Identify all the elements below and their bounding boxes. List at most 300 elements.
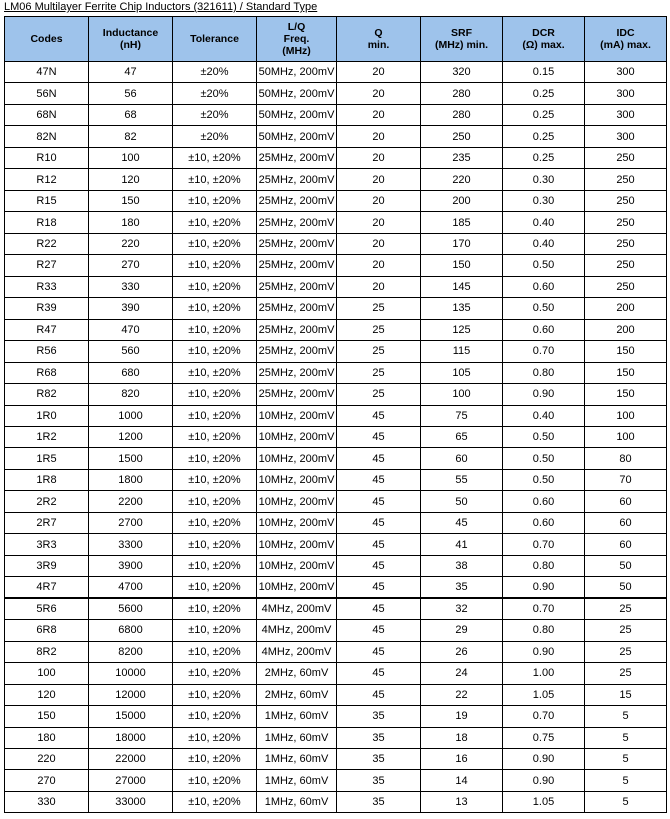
table-row	[5, 319, 667, 340]
cell-tolerance: ±10, ±20%	[173, 298, 257, 319]
cell-lq-freq: 10MHz, 200mV	[257, 577, 337, 598]
cell-idc: 60	[585, 512, 667, 533]
cell-inductance: 1800	[89, 469, 173, 490]
cell-idc: 250	[585, 190, 667, 211]
cell-q: 25	[337, 298, 421, 319]
cell-dcr: 0.30	[503, 169, 585, 190]
cell-srf: 24	[421, 663, 503, 684]
cell-inductance: 10000	[89, 663, 173, 684]
cell-srf: 13	[421, 791, 503, 812]
cell-dcr: 0.40	[503, 405, 585, 426]
cell-inductance: 3900	[89, 555, 173, 576]
table-row	[5, 534, 667, 555]
cell-tolerance: ±20%	[173, 104, 257, 125]
cell-tolerance: ±10, ±20%	[173, 620, 257, 641]
cell-inductance: 33000	[89, 791, 173, 812]
cell-idc: 150	[585, 362, 667, 383]
cell-dcr: 0.60	[503, 491, 585, 512]
header-line: (nH)	[120, 39, 141, 51]
cell-inductance: 180	[89, 212, 173, 233]
cell-code: 47N	[5, 62, 89, 83]
header-line: SRF	[451, 27, 472, 39]
cell-dcr: 0.70	[503, 534, 585, 555]
cell-srf: 32	[421, 598, 503, 619]
cell-code: 180	[5, 727, 89, 748]
cell-srf: 38	[421, 555, 503, 576]
cell-inductance: 15000	[89, 706, 173, 727]
cell-lq-freq: 50MHz, 200mV	[257, 126, 337, 147]
cell-dcr: 0.40	[503, 212, 585, 233]
header-line: (Ω) max.	[522, 39, 565, 51]
cell-inductance: 220	[89, 233, 173, 254]
cell-idc: 5	[585, 791, 667, 812]
cell-srf: 145	[421, 276, 503, 297]
cell-q: 45	[337, 405, 421, 426]
cell-code: R68	[5, 362, 89, 383]
cell-tolerance: ±10, ±20%	[173, 233, 257, 254]
cell-srf: 100	[421, 384, 503, 405]
cell-tolerance: ±10, ±20%	[173, 319, 257, 340]
cell-idc: 250	[585, 255, 667, 276]
cell-idc: 25	[585, 598, 667, 619]
page-title: LM06 Multilayer Ferrite Chip Inductors (321611) / Standard Type	[4, 1, 318, 13]
cell-srf: 14	[421, 770, 503, 791]
cell-idc: 150	[585, 384, 667, 405]
cell-inductance: 4700	[89, 577, 173, 598]
cell-idc: 250	[585, 233, 667, 254]
table-row	[5, 255, 667, 276]
header-line: DCR	[532, 27, 555, 39]
cell-lq-freq: 10MHz, 200mV	[257, 534, 337, 555]
header-dcr	[503, 17, 585, 62]
cell-q: 20	[337, 255, 421, 276]
cell-inductance: 18000	[89, 727, 173, 748]
header-line: (MHz)	[282, 45, 311, 57]
table-row	[5, 405, 667, 426]
cell-q: 45	[337, 448, 421, 469]
cell-code: 68N	[5, 104, 89, 125]
cell-inductance: 22000	[89, 749, 173, 770]
table-row	[5, 212, 667, 233]
cell-q: 25	[337, 384, 421, 405]
cell-dcr: 0.80	[503, 555, 585, 576]
cell-q: 45	[337, 598, 421, 619]
cell-idc: 50	[585, 555, 667, 576]
cell-q: 45	[337, 512, 421, 533]
header-codes	[5, 17, 89, 62]
cell-q: 25	[337, 319, 421, 340]
cell-q: 35	[337, 770, 421, 791]
cell-q: 45	[337, 577, 421, 598]
cell-tolerance: ±10, ±20%	[173, 684, 257, 705]
table-row	[5, 233, 667, 254]
table-row	[5, 190, 667, 211]
cell-inductance: 27000	[89, 770, 173, 791]
table-row	[5, 104, 667, 125]
cell-idc: 250	[585, 276, 667, 297]
cell-q: 35	[337, 727, 421, 748]
cell-lq-freq: 25MHz, 200mV	[257, 341, 337, 362]
cell-idc: 300	[585, 62, 667, 83]
cell-inductance: 1200	[89, 426, 173, 447]
cell-idc: 25	[585, 641, 667, 662]
cell-tolerance: ±10, ±20%	[173, 341, 257, 362]
cell-idc: 150	[585, 341, 667, 362]
cell-idc: 200	[585, 298, 667, 319]
cell-srf: 19	[421, 706, 503, 727]
cell-dcr: 0.50	[503, 426, 585, 447]
cell-idc: 200	[585, 319, 667, 340]
cell-inductance: 150	[89, 190, 173, 211]
cell-srf: 75	[421, 405, 503, 426]
cell-lq-freq: 2MHz, 60mV	[257, 663, 337, 684]
cell-inductance: 3300	[89, 534, 173, 555]
cell-idc: 80	[585, 448, 667, 469]
cell-idc: 5	[585, 727, 667, 748]
cell-code: 1R2	[5, 426, 89, 447]
cell-code: 8R2	[5, 641, 89, 662]
header-line: IDC	[616, 27, 635, 39]
cell-q: 45	[337, 491, 421, 512]
cell-q: 20	[337, 276, 421, 297]
cell-code: R18	[5, 212, 89, 233]
cell-tolerance: ±10, ±20%	[173, 405, 257, 426]
cell-srf: 235	[421, 147, 503, 168]
cell-code: 330	[5, 791, 89, 812]
cell-code: 5R6	[5, 598, 89, 619]
cell-dcr: 0.40	[503, 233, 585, 254]
cell-dcr: 0.90	[503, 577, 585, 598]
cell-idc: 5	[585, 706, 667, 727]
cell-lq-freq: 25MHz, 200mV	[257, 362, 337, 383]
cell-inductance: 12000	[89, 684, 173, 705]
cell-dcr: 0.60	[503, 276, 585, 297]
cell-q: 20	[337, 83, 421, 104]
cell-srf: 280	[421, 104, 503, 125]
cell-inductance: 2200	[89, 491, 173, 512]
cell-srf: 18	[421, 727, 503, 748]
cell-srf: 280	[421, 83, 503, 104]
table-row	[5, 62, 667, 83]
table-row	[5, 641, 667, 662]
cell-inductance: 560	[89, 341, 173, 362]
table-header-row	[5, 17, 667, 62]
cell-srf: 135	[421, 298, 503, 319]
cell-code: 56N	[5, 83, 89, 104]
cell-dcr: 0.60	[503, 319, 585, 340]
cell-code: 4R7	[5, 577, 89, 598]
cell-dcr: 0.90	[503, 770, 585, 791]
cell-q: 35	[337, 706, 421, 727]
cell-inductance: 1000	[89, 405, 173, 426]
cell-idc: 5	[585, 770, 667, 791]
cell-srf: 105	[421, 362, 503, 383]
cell-lq-freq: 2MHz, 60mV	[257, 684, 337, 705]
cell-q: 20	[337, 104, 421, 125]
cell-tolerance: ±20%	[173, 62, 257, 83]
cell-inductance: 820	[89, 384, 173, 405]
cell-dcr: 0.75	[503, 727, 585, 748]
cell-idc: 100	[585, 405, 667, 426]
cell-tolerance: ±10, ±20%	[173, 190, 257, 211]
cell-dcr: 0.90	[503, 749, 585, 770]
cell-idc: 25	[585, 663, 667, 684]
cell-lq-freq: 10MHz, 200mV	[257, 405, 337, 426]
cell-dcr: 0.50	[503, 298, 585, 319]
cell-q: 45	[337, 663, 421, 684]
cell-tolerance: ±10, ±20%	[173, 384, 257, 405]
cell-tolerance: ±10, ±20%	[173, 749, 257, 770]
cell-q: 45	[337, 469, 421, 490]
cell-q: 20	[337, 212, 421, 233]
cell-dcr: 1.00	[503, 663, 585, 684]
cell-tolerance: ±10, ±20%	[173, 276, 257, 297]
cell-tolerance: ±10, ±20%	[173, 169, 257, 190]
cell-dcr: 0.80	[503, 362, 585, 383]
cell-inductance: 470	[89, 319, 173, 340]
cell-idc: 250	[585, 147, 667, 168]
cell-q: 25	[337, 341, 421, 362]
cell-inductance: 6800	[89, 620, 173, 641]
cell-lq-freq: 25MHz, 200mV	[257, 255, 337, 276]
header-tolerance	[173, 17, 257, 62]
cell-srf: 115	[421, 341, 503, 362]
table-row	[5, 276, 667, 297]
cell-lq-freq: 50MHz, 200mV	[257, 62, 337, 83]
table-row	[5, 555, 667, 576]
table-row	[5, 469, 667, 490]
table-row	[5, 341, 667, 362]
cell-q: 20	[337, 233, 421, 254]
cell-idc: 70	[585, 469, 667, 490]
cell-q: 45	[337, 620, 421, 641]
cell-tolerance: ±10, ±20%	[173, 770, 257, 791]
table-row	[5, 426, 667, 447]
table-row	[5, 448, 667, 469]
cell-idc: 300	[585, 126, 667, 147]
cell-srf: 35	[421, 577, 503, 598]
cell-dcr: 0.50	[503, 448, 585, 469]
cell-code: 1R8	[5, 469, 89, 490]
table-row	[5, 512, 667, 533]
cell-srf: 45	[421, 512, 503, 533]
cell-srf: 41	[421, 534, 503, 555]
cell-tolerance: ±10, ±20%	[173, 512, 257, 533]
table-row	[5, 791, 667, 812]
cell-tolerance: ±10, ±20%	[173, 469, 257, 490]
cell-code: 150	[5, 706, 89, 727]
table-row	[5, 749, 667, 770]
table-row	[5, 598, 667, 619]
header-line: (mA) max.	[600, 39, 651, 51]
header-line: (MHz) min.	[434, 39, 489, 51]
table-row	[5, 620, 667, 641]
cell-lq-freq: 4MHz, 200mV	[257, 598, 337, 619]
table-row	[5, 384, 667, 405]
cell-tolerance: ±10, ±20%	[173, 212, 257, 233]
cell-inductance: 8200	[89, 641, 173, 662]
table-row	[5, 727, 667, 748]
cell-lq-freq: 1MHz, 60mV	[257, 791, 337, 812]
cell-code: R33	[5, 276, 89, 297]
cell-srf: 50	[421, 491, 503, 512]
cell-lq-freq: 10MHz, 200mV	[257, 555, 337, 576]
table-row	[5, 706, 667, 727]
cell-q: 45	[337, 641, 421, 662]
cell-code: R12	[5, 169, 89, 190]
cell-lq-freq: 1MHz, 60mV	[257, 706, 337, 727]
cell-inductance: 270	[89, 255, 173, 276]
table-row	[5, 298, 667, 319]
cell-q: 45	[337, 534, 421, 555]
cell-code: 3R3	[5, 534, 89, 555]
cell-code: 2R7	[5, 512, 89, 533]
cell-idc: 250	[585, 169, 667, 190]
cell-lq-freq: 4MHz, 200mV	[257, 641, 337, 662]
header-line: Freq.	[283, 33, 310, 45]
cell-dcr: 0.60	[503, 512, 585, 533]
cell-srf: 170	[421, 233, 503, 254]
cell-tolerance: ±10, ±20%	[173, 255, 257, 276]
cell-inductance: 1500	[89, 448, 173, 469]
cell-dcr: 1.05	[503, 684, 585, 705]
cell-code: 82N	[5, 126, 89, 147]
cell-lq-freq: 10MHz, 200mV	[257, 491, 337, 512]
cell-q: 45	[337, 555, 421, 576]
cell-q: 45	[337, 684, 421, 705]
cell-lq-freq: 50MHz, 200mV	[257, 83, 337, 104]
cell-q: 20	[337, 169, 421, 190]
cell-srf: 29	[421, 620, 503, 641]
cell-srf: 55	[421, 469, 503, 490]
cell-q: 20	[337, 190, 421, 211]
cell-code: 6R8	[5, 620, 89, 641]
table-row	[5, 362, 667, 383]
cell-srf: 185	[421, 212, 503, 233]
cell-srf: 150	[421, 255, 503, 276]
cell-tolerance: ±10, ±20%	[173, 663, 257, 684]
cell-code: 270	[5, 770, 89, 791]
cell-code: R47	[5, 319, 89, 340]
cell-lq-freq: 25MHz, 200mV	[257, 212, 337, 233]
table-row	[5, 147, 667, 168]
cell-idc: 300	[585, 83, 667, 104]
cell-idc: 60	[585, 534, 667, 555]
table-row	[5, 770, 667, 791]
table-row	[5, 577, 667, 598]
cell-srf: 26	[421, 641, 503, 662]
table-row	[5, 684, 667, 705]
cell-dcr: 0.70	[503, 706, 585, 727]
cell-inductance: 120	[89, 169, 173, 190]
cell-lq-freq: 1MHz, 60mV	[257, 770, 337, 791]
cell-q: 35	[337, 749, 421, 770]
cell-tolerance: ±10, ±20%	[173, 362, 257, 383]
cell-lq-freq: 25MHz, 200mV	[257, 190, 337, 211]
table-row	[5, 169, 667, 190]
table-row	[5, 126, 667, 147]
cell-tolerance: ±10, ±20%	[173, 534, 257, 555]
cell-inductance: 100	[89, 147, 173, 168]
cell-code: R15	[5, 190, 89, 211]
cell-dcr: 0.25	[503, 83, 585, 104]
cell-lq-freq: 10MHz, 200mV	[257, 448, 337, 469]
cell-dcr: 0.90	[503, 384, 585, 405]
cell-lq-freq: 25MHz, 200mV	[257, 298, 337, 319]
cell-q: 25	[337, 362, 421, 383]
cell-inductance: 390	[89, 298, 173, 319]
cell-code: R82	[5, 384, 89, 405]
cell-inductance: 680	[89, 362, 173, 383]
cell-dcr: 0.70	[503, 598, 585, 619]
header-line: Tolerance	[190, 33, 239, 45]
cell-inductance: 47	[89, 62, 173, 83]
cell-q: 35	[337, 791, 421, 812]
cell-dcr: 0.90	[503, 641, 585, 662]
cell-q: 45	[337, 426, 421, 447]
table-row	[5, 491, 667, 512]
cell-q: 20	[337, 147, 421, 168]
cell-lq-freq: 1MHz, 60mV	[257, 749, 337, 770]
cell-dcr: 0.25	[503, 126, 585, 147]
cell-srf: 22	[421, 684, 503, 705]
cell-dcr: 0.70	[503, 341, 585, 362]
cell-lq-freq: 1MHz, 60mV	[257, 727, 337, 748]
cell-dcr: 0.50	[503, 255, 585, 276]
cell-tolerance: ±10, ±20%	[173, 598, 257, 619]
table-row	[5, 663, 667, 684]
cell-dcr: 0.80	[503, 620, 585, 641]
cell-dcr: 0.50	[503, 469, 585, 490]
cell-srf: 125	[421, 319, 503, 340]
cell-tolerance: ±10, ±20%	[173, 147, 257, 168]
cell-idc: 250	[585, 212, 667, 233]
header-line: Q	[374, 27, 383, 39]
cell-tolerance: ±10, ±20%	[173, 555, 257, 576]
cell-idc: 50	[585, 577, 667, 598]
header-lq-freq	[257, 17, 337, 62]
header-srf	[421, 17, 503, 62]
cell-dcr: 0.25	[503, 147, 585, 168]
cell-tolerance: ±20%	[173, 126, 257, 147]
cell-inductance: 68	[89, 104, 173, 125]
cell-srf: 60	[421, 448, 503, 469]
cell-q: 20	[337, 62, 421, 83]
cell-code: 220	[5, 749, 89, 770]
cell-idc: 100	[585, 426, 667, 447]
cell-lq-freq: 10MHz, 200mV	[257, 426, 337, 447]
cell-tolerance: ±10, ±20%	[173, 577, 257, 598]
table-row	[5, 83, 667, 104]
header-line: Inductance	[102, 27, 159, 39]
cell-code: 100	[5, 663, 89, 684]
cell-lq-freq: 25MHz, 200mV	[257, 147, 337, 168]
cell-lq-freq: 25MHz, 200mV	[257, 169, 337, 190]
cell-tolerance: ±10, ±20%	[173, 791, 257, 812]
cell-lq-freq: 25MHz, 200mV	[257, 384, 337, 405]
cell-dcr: 1.05	[503, 791, 585, 812]
cell-srf: 250	[421, 126, 503, 147]
cell-tolerance: ±20%	[173, 83, 257, 104]
cell-lq-freq: 25MHz, 200mV	[257, 233, 337, 254]
cell-tolerance: ±10, ±20%	[173, 727, 257, 748]
cell-code: R27	[5, 255, 89, 276]
cell-tolerance: ±10, ±20%	[173, 426, 257, 447]
cell-inductance: 330	[89, 276, 173, 297]
header-idc	[585, 17, 667, 62]
cell-dcr: 0.30	[503, 190, 585, 211]
cell-srf: 220	[421, 169, 503, 190]
